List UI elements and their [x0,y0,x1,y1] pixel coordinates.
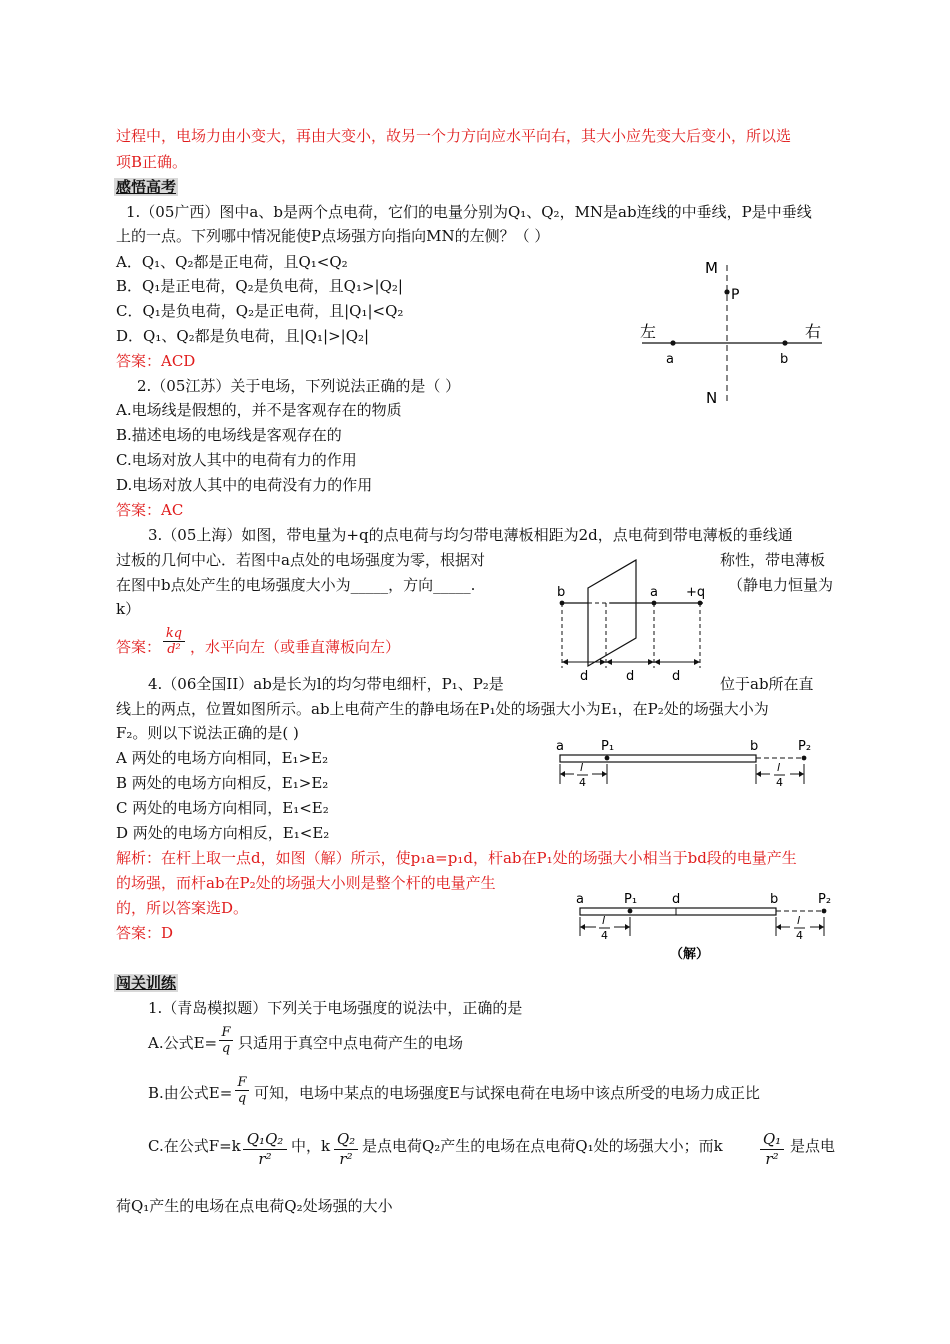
q4-line-2: 线上的两点，位置如图所示。ab上电荷产生的静电场在P₁处的场强大小为E₁，在P₂处的场强大小为 [116,700,769,718]
rod-ab [560,755,756,762]
label-p2: P₂ [798,739,812,754]
q4-answer: 答案：D [116,924,174,942]
q4-option-b: B 两处的电场方向相反，E₁>E₂ [116,774,329,792]
point-p [724,289,729,294]
label-p1: P₁ [601,739,615,754]
label-b: b [557,585,566,600]
point-p1 [605,756,610,761]
frac-q: q [235,1090,249,1106]
q1-line-2: 上的一点。下列哪中情况能使P点场强方向指向MN的左侧？（ ） [116,227,550,245]
q3-answer-prefix: 答案： [116,638,162,656]
frac-f: F [221,1025,231,1040]
q2-option-d: D.电场对放人其中的电荷没有力的作用 [116,476,373,494]
q3-answer-fraction [163,626,185,657]
frac-l-1: l [602,914,606,927]
point-p2 [822,909,827,914]
q4-analysis-1: 解析：在杆上取一点d，如图（解）所示，使p₁a=p₁d，杆ab在P₁处的场强大小相当于bd段的电量产生 [116,849,797,867]
label-d: d [672,892,681,907]
section-heading-1: 感悟高考 [116,178,177,196]
q3-line-4: k） [116,600,141,618]
q1-option-c: C．Q₁是负电荷，Q₂是正电荷，且|Q₁|<Q₂ [116,302,404,320]
p1-option-c-line2: 荷Q₁产生的电场在点电荷Q₂处场强的大小 [116,1197,393,1215]
q1-option-a: A．Q₁、Q₂都是正电荷，且Q₁<Q₂ [116,253,348,271]
frac-l-1: l [580,761,584,774]
q4-line-1b: 位于ab所在直 [720,675,814,693]
q4-option-a: A 两处的电场方向相同，E₁>E₂ [116,749,329,767]
label-p: P [731,287,740,303]
c-num-2: Q₂ [336,1130,356,1148]
top-line-2: 项B正确。 [116,153,188,171]
p1-c-fraction-2 [334,1130,358,1169]
p1-stem: 1.（青岛模拟题）下列关于电场强度的说法中，正确的是 [148,999,523,1017]
q3-line-2a: 过板的几何中心．若图中a点处的电场强度为零，根据对 [116,551,485,569]
label-a: a [650,585,658,600]
frac-4-2: 4 [776,776,783,789]
frac-4-1: 4 [579,776,586,789]
label-b: b [780,352,789,367]
q4-line-3: F₂。则以下说法正确的是( ) [116,724,299,742]
label-n: N [706,389,718,407]
p1-option-a-post: 只适用于真空中点电荷产生的电场 [238,1034,464,1052]
rod-ab [580,908,776,915]
top-line-1: 过程中，电场力由小变大，再由大变小，故另一个力方向应水平向右，其大小应先变大后变小，所以选 [116,127,792,145]
label-d1: d [580,669,589,684]
q1-line-1: 1.（05广西）图中a、b是两个点电荷，它们的电量分别为Q₁、Q₂，MN是ab连线的中垂线，P是中垂线 [126,203,812,221]
q3-figure [548,546,718,686]
label-right: 右 [805,322,822,341]
label-d3: d [672,669,681,684]
point-p1 [628,909,633,914]
point-b [560,601,565,606]
point-a [670,340,675,345]
charged-plate [588,560,636,666]
caption: （解） [670,947,710,962]
frac-l-2: l [777,761,781,774]
q3-line-3b: （静电力恒量为 [728,576,834,594]
point-a [652,601,657,606]
label-b: b [770,892,779,907]
q1-answer: 答案：ACD [116,352,196,370]
q3-line-2b: 称性，带电薄板 [720,551,826,569]
label-p2: P₂ [818,892,832,907]
p1-option-b-post: 可知，电场中某点的电场强度E与试探电荷在电场中该点所受的电场力成正比 [254,1084,760,1102]
label-a: a [556,739,564,754]
q2-answer: 答案：AC [116,501,184,519]
c-num-3: Q₁ [762,1130,782,1148]
point-b [782,340,787,345]
q4-option-d: D 两处的电场方向相反，E₁<E₂ [116,824,330,842]
frac-4-1: 4 [601,929,608,942]
q4-analysis-3: 的，所以答案选D。 [116,899,249,917]
q4-analysis-2: 的场强，而杆ab在P₂处的场强大小则是整个杆的电量产生 [116,874,496,892]
q4-figure-2 [572,888,842,963]
q3-line-1: 3.（05上海）如图，带电量为+q的点电荷与均匀带电薄板相距为2d，点电荷到带电薄板的垂线通 [148,526,793,544]
p1-option-a-fraction [219,1025,233,1056]
q4-option-c: C 两处的电场方向相同，E₁<E₂ [116,799,329,817]
point-q [698,601,703,606]
p1-option-c-mid1: 中，k [291,1137,331,1155]
p1-option-b-fraction [235,1075,249,1106]
c-num-1: Q₁Q₂ [246,1130,284,1148]
label-q: +q [686,585,706,600]
label-m: M [705,259,718,277]
frac-q: q [219,1040,233,1056]
c-den-1: r² [243,1149,287,1169]
p1-option-c-pre: C.在公式F=k [148,1137,241,1155]
q2-stem: 2.（05江苏）关于电场，下列说法正确的是（ ） [137,377,461,395]
q4-figure-1 [552,738,842,798]
q4-line-1a: 4.（06全国II）ab是长为l的均匀带电细杆，P₁、P₂是 [148,675,504,693]
label-p1: P₁ [624,892,638,907]
c-den-2: r² [334,1149,358,1169]
p1-option-a-pre: A.公式E= [148,1034,218,1052]
q3-answer-numerator: kq [165,626,183,641]
q3-answer-denominator: d² [163,641,185,657]
label-b: b [750,739,759,754]
label-left: 左 [640,322,657,341]
p1-c-fraction-3 [760,1130,784,1169]
p1-option-c-end: 是点电 [790,1137,836,1155]
q2-option-c: C.电场对放人其中的电荷有力的作用 [116,451,357,469]
q1-option-d: D．Q₁、Q₂都是负电荷，且|Q₁|>|Q₂| [116,327,370,345]
p1-option-b-pre: B.由公式E= [148,1084,233,1102]
label-a: a [666,352,674,367]
c-den-3: r² [760,1149,784,1169]
q2-option-a: A.电场线是假想的，并不是客观存在的物质 [116,401,402,419]
label-d2: d [626,669,635,684]
p1-c-fraction-1 [243,1130,287,1169]
frac-f: F [237,1075,247,1090]
frac-l-2: l [797,914,801,927]
q3-line-3a: 在图中b点处产生的电场强度大小为_____，方向_____. [116,576,476,594]
label-a: a [576,892,584,907]
q1-option-b: B．Q₁是正电荷，Q₂是负电荷，且Q₁>|Q₂| [116,277,403,295]
q2-option-b: B.描述电场的电场线是客观存在的 [116,426,342,444]
p1-option-c-mid2: 是点电荷Q₂产生的电场在点电荷Q₁处的场强大小；而k [362,1137,723,1155]
section-heading-2: 闯关训练 [116,974,177,992]
q3-answer-suffix: ，水平向左（或垂直薄板向左） [190,638,401,656]
frac-4-2: 4 [796,929,803,942]
point-p2 [802,756,807,761]
q1-figure [630,255,830,410]
